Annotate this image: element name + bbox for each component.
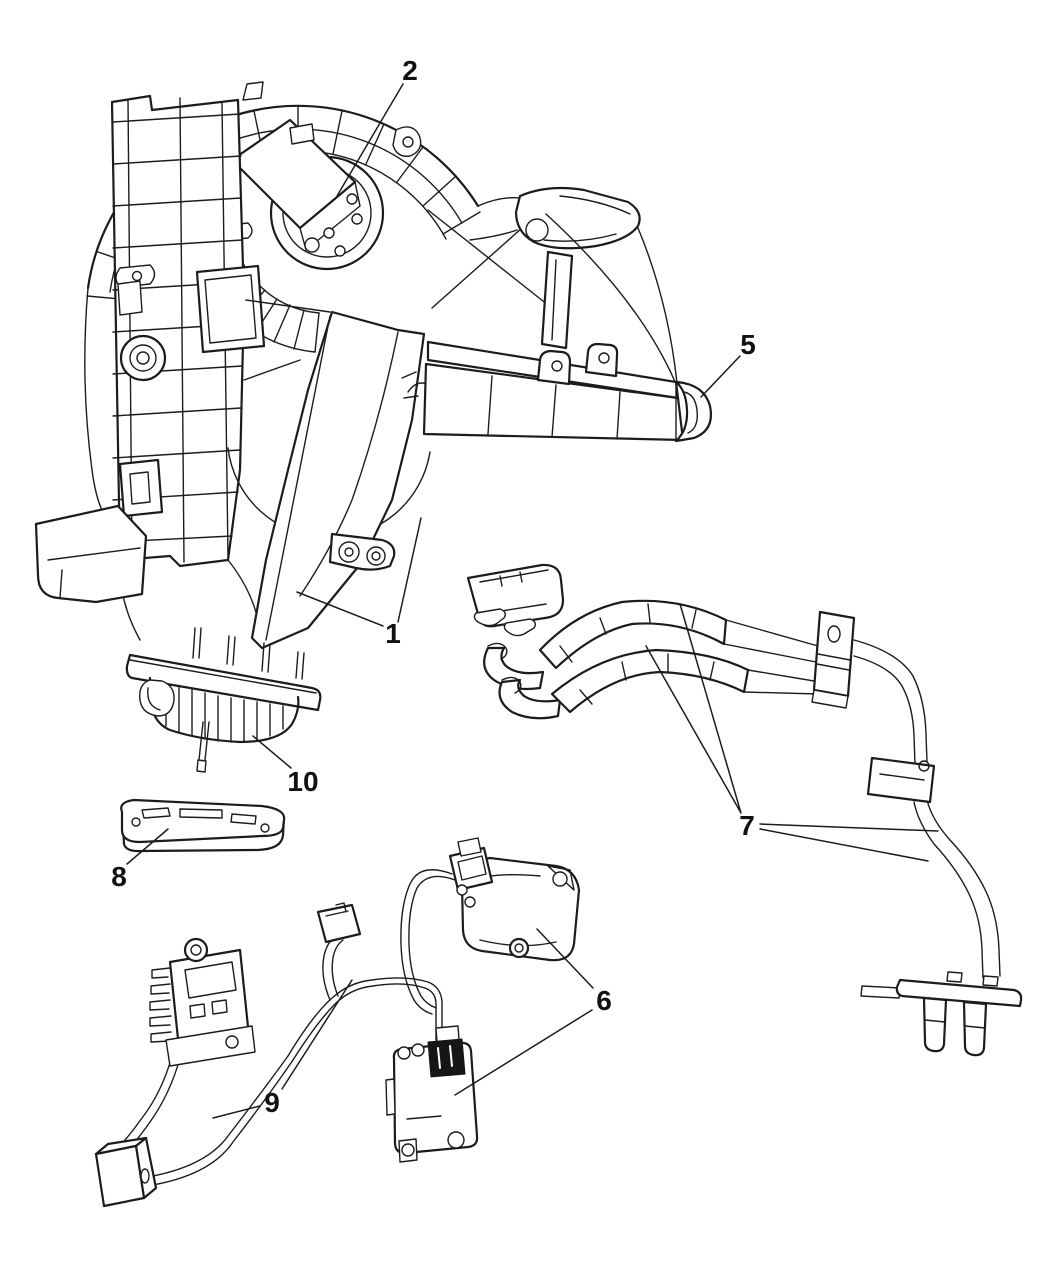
callout-5-number: 5 xyxy=(740,329,756,360)
callout-6-number: 6 xyxy=(596,985,612,1016)
metal-tubes xyxy=(724,620,1000,978)
callout-7 xyxy=(646,604,938,861)
callout-7-number: 7 xyxy=(739,810,755,841)
bottom-flange-and-drain xyxy=(127,628,320,772)
callout-9-number: 9 xyxy=(264,1087,280,1118)
actuator-upper xyxy=(450,838,579,960)
callout-8-number: 8 xyxy=(111,861,127,892)
actuator-lower xyxy=(386,1026,477,1162)
callout-1-number: 1 xyxy=(385,618,401,649)
mid-tube-clamp xyxy=(868,758,934,802)
tube-end-fitting xyxy=(861,972,1021,1055)
insulated-hoses xyxy=(540,601,748,712)
blower-resistor xyxy=(150,939,255,1066)
bottom-left-foot xyxy=(36,506,146,602)
callout-10-number: 10 xyxy=(287,766,319,797)
callout-5 xyxy=(701,329,756,397)
harness-connector-block xyxy=(96,1138,156,1206)
seal-plate xyxy=(121,800,284,851)
callout-10 xyxy=(253,736,319,797)
callout-2-number: 2 xyxy=(402,55,418,86)
upper-duct-arm xyxy=(424,342,711,441)
upper-tube-bracket xyxy=(812,612,854,708)
blower-motor xyxy=(232,120,383,269)
main-body-cover xyxy=(228,300,430,648)
small-connector xyxy=(318,903,360,942)
callout-2 xyxy=(337,55,418,196)
